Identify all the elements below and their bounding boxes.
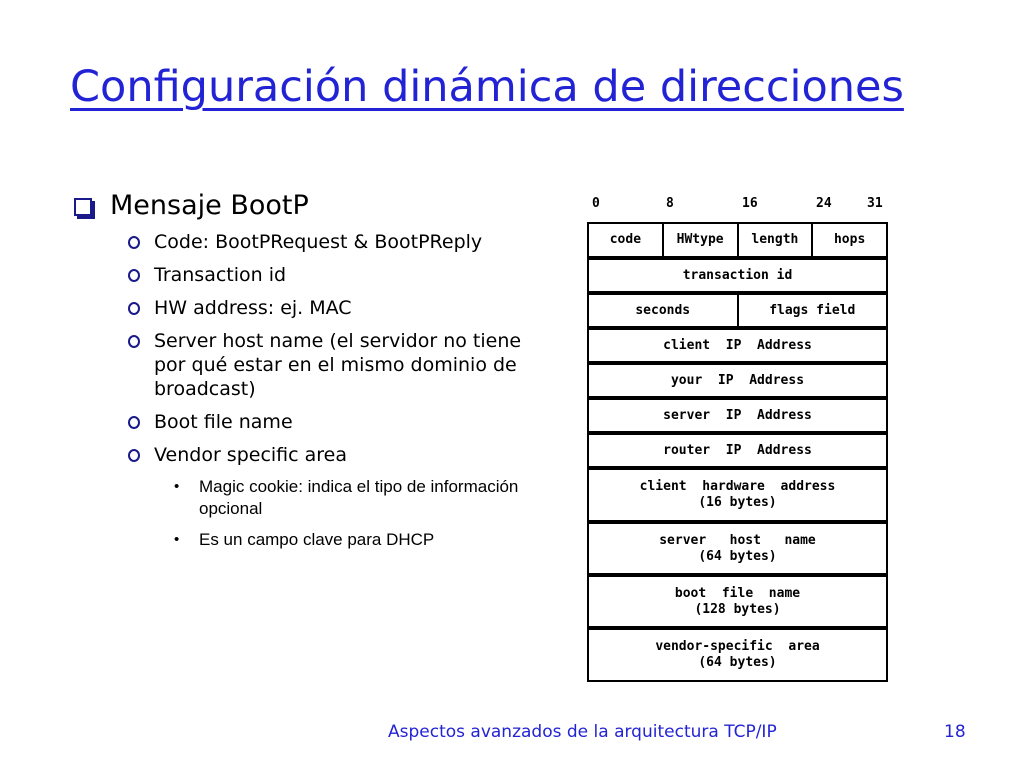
field-name: router IP Address (663, 442, 812, 458)
field-name: client IP Address (663, 337, 812, 353)
dot-bullet-icon: • (174, 478, 180, 495)
field-row (587, 628, 888, 682)
field-size: (64 bytes) (698, 655, 777, 670)
field-size: (64 bytes) (698, 548, 777, 564)
ring-bullet-icon (128, 335, 140, 348)
field-name: transaction id (682, 267, 793, 283)
field-row (587, 222, 888, 258)
bullet-item (72, 410, 542, 434)
dot-bullet-icon: • (174, 531, 180, 548)
field-row (587, 433, 888, 468)
sub-bullet-text: Es un campo clave para DHCP (199, 530, 435, 549)
sub-bullet-text: Magic cookie: indica el tipo de información opcional (199, 477, 519, 518)
bullet-item (72, 263, 542, 287)
page-number: 18 (944, 722, 966, 742)
sub-bullet-item (72, 476, 542, 520)
field-name: code (609, 232, 642, 247)
field-row (587, 468, 888, 522)
field-cell (589, 577, 886, 626)
footer-text: Aspectos avanzados de la arquitectura TCP/IP (388, 722, 777, 742)
bullet-item-text: Server host name (el servidor no tiene por qué estar en el mismo dominio de broadcast) (154, 330, 522, 400)
bit-label: 16 (742, 196, 758, 211)
field-cell (589, 295, 737, 326)
field-cell (589, 260, 886, 291)
bit-label: 8 (666, 196, 674, 211)
field-row (587, 293, 888, 328)
field-size: (16 bytes) (698, 495, 777, 510)
bit-position-labels (580, 196, 900, 216)
field-cell (589, 524, 886, 573)
field-size: (128 bytes) (694, 601, 781, 617)
field-name: hops (833, 232, 866, 247)
ring-bullet-icon (128, 416, 140, 429)
field-cell (737, 224, 812, 256)
bullet-item-text: HW address: ej. MAC (154, 297, 352, 319)
bullet-item (72, 329, 542, 401)
ring-bullet-icon (128, 302, 140, 315)
main-bullet (72, 186, 542, 226)
field-name: seconds (635, 302, 691, 318)
bit-label: 24 (816, 196, 832, 211)
field-row (587, 398, 888, 433)
bullet-item-text: Vendor specific area (154, 444, 347, 466)
field-name: boot file name (674, 585, 801, 601)
bullet-item (72, 296, 542, 320)
field-name: server host name (659, 532, 816, 548)
bullet-item-text: Code: BootPRequest & BootPReply (154, 231, 483, 253)
field-name: server IP Address (663, 407, 812, 423)
bullet-item (72, 443, 542, 467)
field-name: HWtype (676, 232, 724, 247)
field-name: length (751, 232, 799, 247)
field-cell (811, 224, 886, 256)
ring-bullet-icon (128, 236, 140, 249)
field-row (587, 258, 888, 293)
field-cell (737, 295, 887, 326)
bootp-message-format-diagram (587, 222, 888, 682)
bullet-item (72, 230, 542, 254)
field-name: vendor-specific area (655, 639, 820, 654)
field-name: your IP Address (670, 372, 805, 388)
field-cell (662, 224, 737, 256)
field-cell (589, 470, 886, 520)
field-row (587, 575, 888, 628)
field-cell (589, 365, 886, 396)
field-row (587, 328, 888, 363)
field-cell (589, 435, 886, 466)
field-row (587, 522, 888, 575)
bullet-item-text: Boot file name (154, 411, 293, 433)
main-bullet-text: Mensaje BootP (110, 190, 309, 221)
bit-label: 0 (592, 196, 600, 211)
field-name: client hardware address (639, 479, 836, 494)
field-name: flags field (769, 302, 856, 318)
bit-label: 31 (867, 196, 883, 211)
field-cell (589, 224, 662, 256)
square-bullet-icon (74, 198, 92, 216)
field-cell (589, 630, 886, 680)
field-row (587, 363, 888, 398)
bullet-item-text: Transaction id (154, 264, 287, 286)
ring-bullet-icon (128, 269, 140, 282)
sub-bullet-item (72, 529, 542, 551)
slide-title: Configuración dinámica de direcciones (70, 62, 904, 112)
field-cell (589, 400, 886, 431)
bullet-list (72, 186, 542, 560)
ring-bullet-icon (128, 449, 140, 462)
field-cell (589, 330, 886, 361)
